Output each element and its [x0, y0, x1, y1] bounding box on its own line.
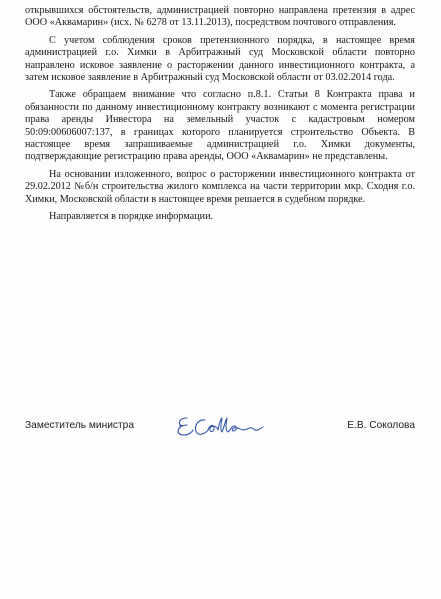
signatory-position: Заместитель министра: [25, 420, 135, 431]
paragraph-lawsuit: С учетом соблюдения сроков претензионного порядка, в настоящее время администрацией г.о. Химки в Арбитражный суд Московской области повторно направлено исковое заявление о расторжении данного инвестиционного контракта, а затем исковое заявление в Арбитражный суд Московской области от 03.02.2014 года.: [25, 34, 415, 84]
paragraph-conclusion: На основании изложенного, вопрос о расторжении инвестиционного контракта от 29.02.2012 №б/н строительства жилого комплекса на части территории мкр. Сходня г.о. Химки, Московской области в настоящее время решается в судебном порядке.: [25, 168, 415, 205]
paragraph-claim-sent: открывшихся обстоятельств, администрацией повторно направлена претензия в адрес ООО «Аквамарин» (исх. № 6278 от 13.11.2013), посредством почтового отправления.: [25, 5, 415, 29]
paragraph-for-information: Направляется в порядке информации.: [49, 211, 214, 223]
signatory-name: Е.В. Соколова: [347, 420, 415, 431]
paragraph-contract-terms: Также обращаем внимание что согласно п.8.1. Статьи 8 Контракта права и обязанности по данному инвестиционному контракту возникают с момента регистрации права аренды Инвестора на земельный участок с кадастровым номером 50:09:00606007:137, в границах которого планируется строительство Объекта. В настоящее время запрашиваемые администрацией г.о. Химки документы, подтверждающие регистрацию права аренды, ООО «Аквамарин» не представлены.: [25, 89, 415, 163]
signature-block: [25, 418, 415, 448]
document-body: [25, 5, 415, 229]
handwritten-signature: [173, 410, 268, 440]
